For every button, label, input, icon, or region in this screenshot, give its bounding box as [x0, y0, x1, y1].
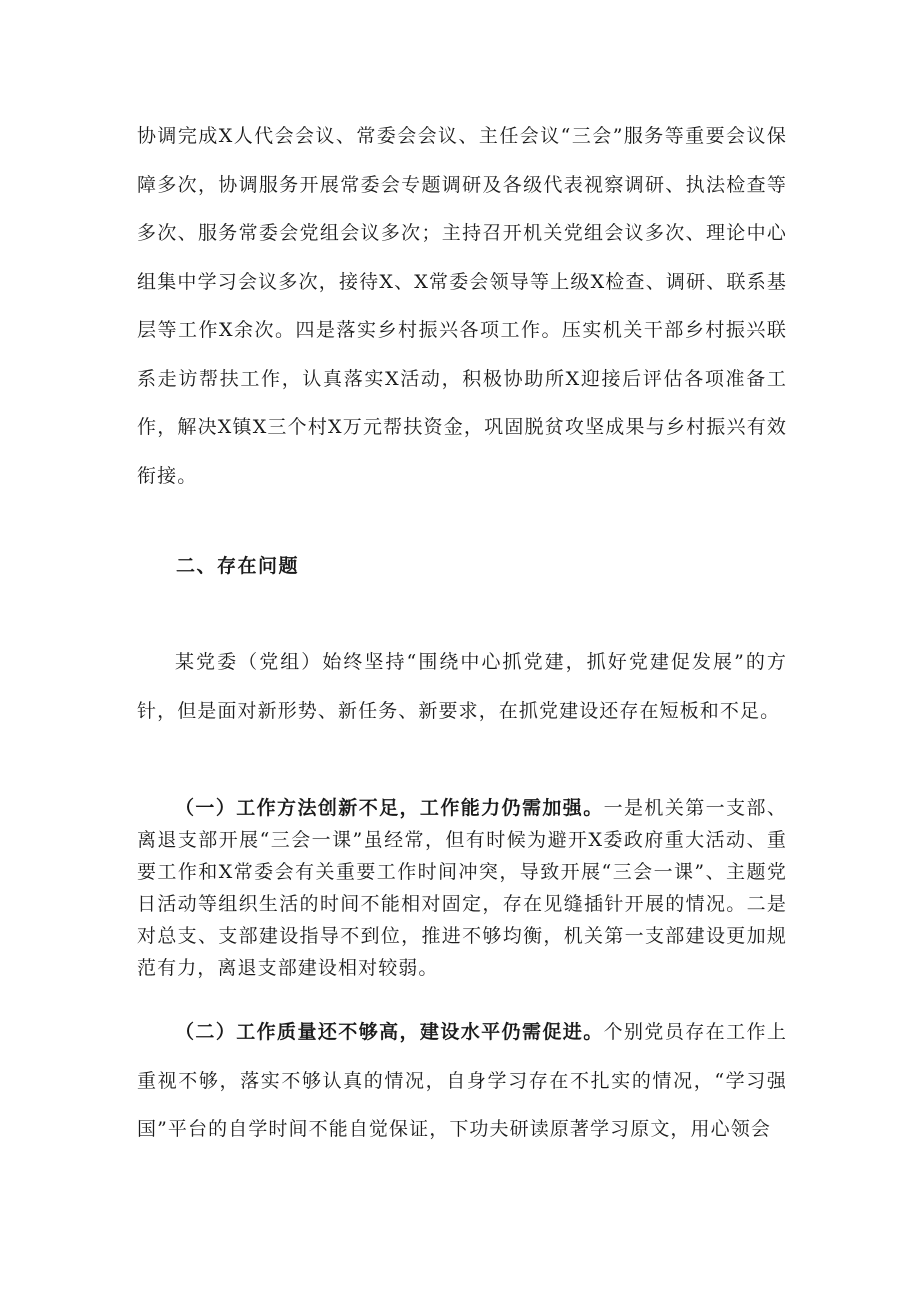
problem-1-paragraph [137, 792, 787, 984]
continuation-paragraph: 协调完成X人代会会议、常委会会议、主任会议“三会”服务等重要会议保障多次，协调服务开展常委会专题调研及各级代表视察调研、执法检查等多次、服务常委会党组会议多次；主持召开机关党组会议多次、理论中心组集中学习会议多次，接待X、X常委会领导等上级X检查、调研、联系基层等工作X余次。四是落实乡村振兴各项工作。压实机关干部乡村振兴联系走访帮扶工作，认真落实X活动，积极协助所X迎接后评估各项准备工作，解决X镇X三个村X万元帮扶资金，巩固脱贫攻坚成果与乡村振兴有效衔接。 [137, 125, 787, 487]
problem-1-title: （一）工作方法创新不足，工作能力仍需加强。 [175, 797, 604, 819]
problem-1-body: 一是机关第一支部、离退支部开展“三会一课”虽经常，但有时候为避开X委政府重大活动、重要工作和X常委会有关重要工作时间冲突，导致开展“三会一课”、主题党日活动等组织生活的时间不能相对固定，存在见缝插针开展的情况。二是对总支、支部建设指导不到位，推进不够均衡，机关第一支部建设更加规范有力，离退支部建设相对较弱。 [137, 797, 787, 979]
intro-paragraph: 某党委（党组）始终坚持“围绕中心抓党建，抓好党建促发展”的方针，但是面对新形势、新任务、新要求，在抓党建设还存在短板和不足。 [137, 651, 787, 722]
problem-2-paragraph [137, 1008, 787, 1154]
problem-2-body: 个别党员存在工作上重视不够，落实不够认真的情况，自身学习存在不扎实的情况，“学习强国”平台的自学时间不能自觉保证，下功夫研读原著学习原文，用心领会 [137, 1021, 787, 1140]
section-heading: 二、存在问题 [176, 555, 300, 577]
problem-2-title: （二）工作质量还不够高，建设水平仍需促进。 [175, 1021, 604, 1043]
